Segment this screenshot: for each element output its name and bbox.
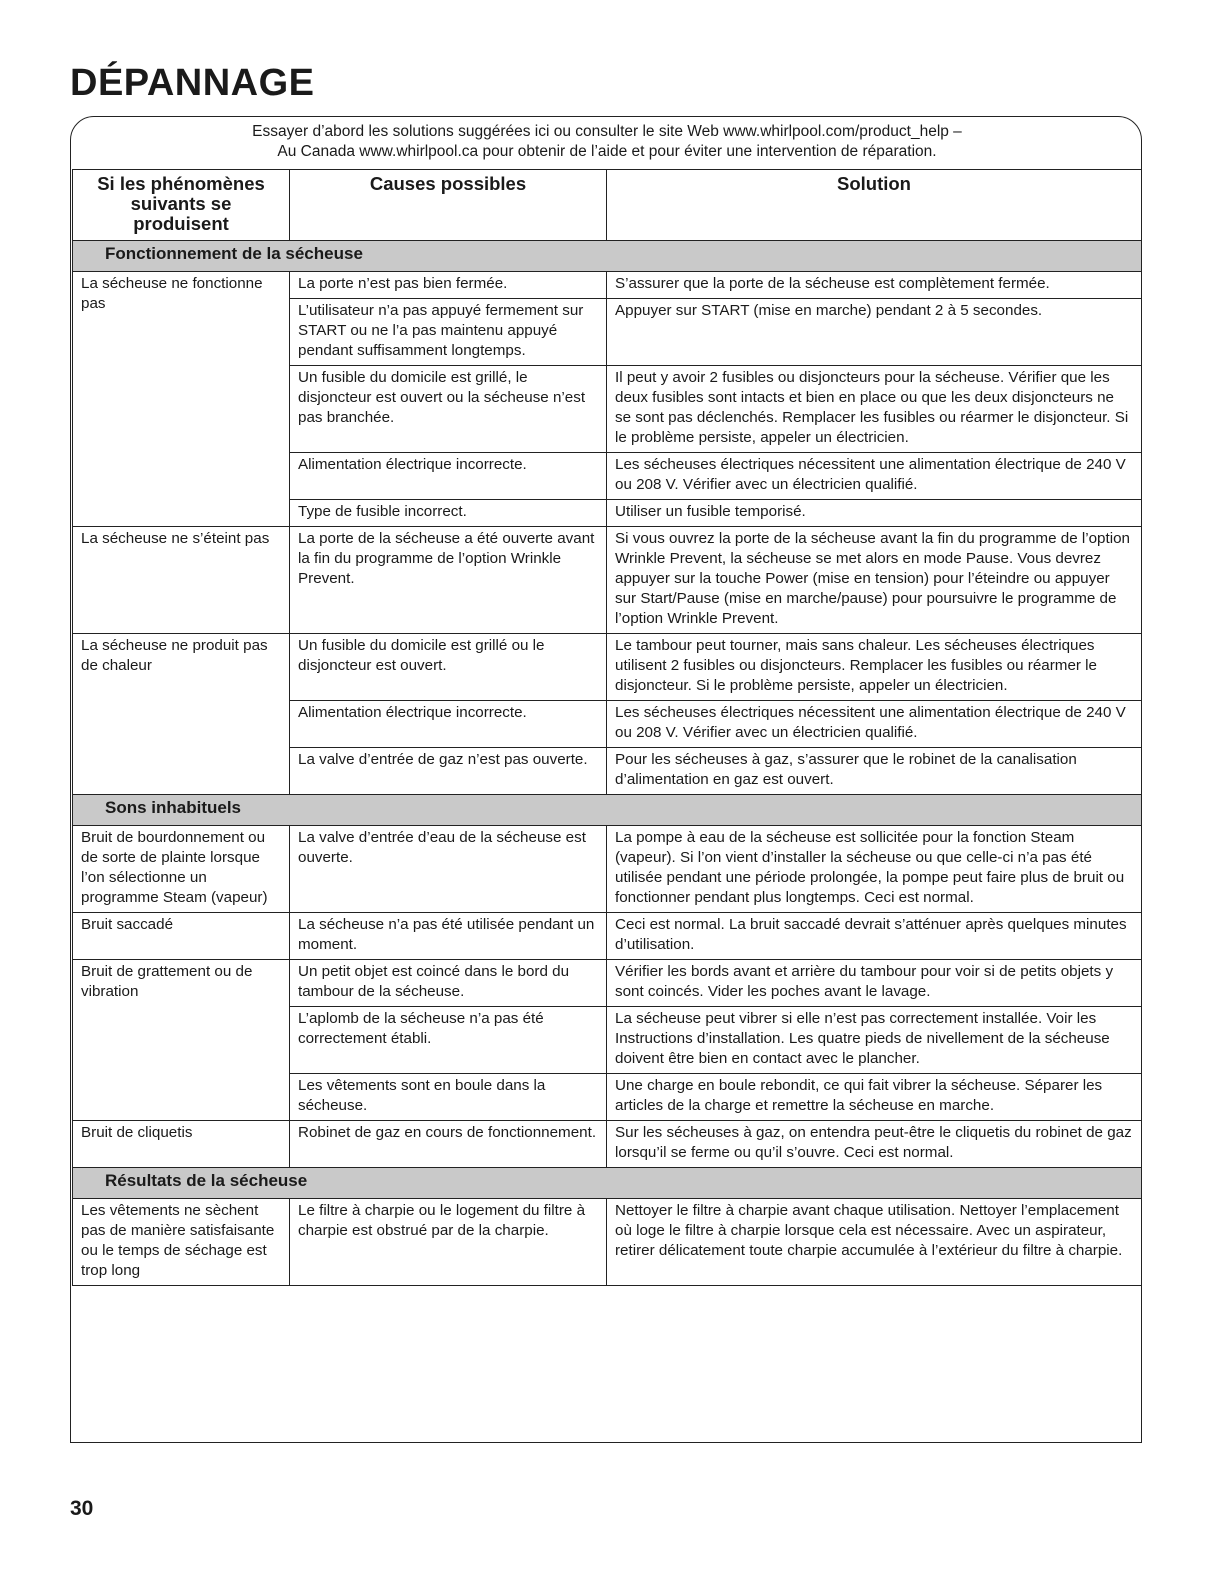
cause-cell: Type de fusible incorrect.: [290, 500, 607, 527]
page-number: 30: [70, 1497, 94, 1520]
cause-cell: La sécheuse n’a pas été utilisée pendant un moment.: [290, 913, 607, 960]
solution-cell: Les sécheuses électriques nécessitent une alimentation électrique de 240 V ou 208 V. Vérifier avec un électricien qualifié.: [607, 701, 1142, 748]
symptom-cell: Les vêtements ne sèchent pas de manière satisfaisante ou le temps de séchage est trop long: [73, 1199, 290, 1286]
header-solution: Solution: [607, 170, 1142, 241]
solution-cell: Nettoyer le filtre à charpie avant chaque utilisation. Nettoyer l’emplacement où loge le filtre à charpie lorsque cela est nécessaire. Avec un aspirateur, retirer délicatement toute charpie accumulée à l’extérieur du filtre à charpie.: [607, 1199, 1142, 1286]
table-row: [73, 272, 1142, 299]
solution-cell: Le tambour peut tourner, mais sans chaleur. Les sécheuses électriques utilisent 2 fusibles ou disjoncteurs. Remplacer les fusibles ou réarmer le disjoncteur. Si le problème persiste, appeler un électricien.: [607, 634, 1142, 701]
cause-cell: Le filtre à charpie ou le logement du filtre à charpie est obstrué par de la charpie.: [290, 1199, 607, 1286]
cause-cell: L’utilisateur n’a pas appuyé fermement sur START ou ne l’a pas maintenu appuyé pendant suffisamment longtemps.: [290, 299, 607, 366]
cause-cell: Un fusible du domicile est grillé ou le disjoncteur est ouvert.: [290, 634, 607, 701]
solution-cell: Une charge en boule rebondit, ce qui fait vibrer la sécheuse. Séparer les articles de la charge et remettre la sécheuse en marche.: [607, 1074, 1142, 1121]
solution-cell: S’assurer que la porte de la sécheuse est complètement fermée.: [607, 272, 1142, 299]
cause-cell: Robinet de gaz en cours de fonctionnement.: [290, 1121, 607, 1168]
cause-cell: Les vêtements sont en boule dans la sécheuse.: [290, 1074, 607, 1121]
cause-cell: La valve d’entrée d’eau de la sécheuse est ouverte.: [290, 826, 607, 913]
table-row: [73, 960, 1142, 1007]
section-title: Fonctionnement de la sécheuse: [73, 241, 1142, 272]
cause-cell: La porte n’est pas bien fermée.: [290, 272, 607, 299]
table-row: [73, 1199, 1142, 1286]
symptom-cell: Bruit de bourdonnement ou de sorte de plainte lorsque l’on sélectionne un programme Steam (vapeur): [73, 826, 290, 913]
cause-cell: La porte de la sécheuse a été ouverte avant la fin du programme de l’option Wrinkle Prevent.: [290, 527, 607, 634]
cause-cell: La valve d’entrée de gaz n’est pas ouverte.: [290, 748, 607, 795]
cause-cell: Alimentation électrique incorrecte.: [290, 453, 607, 500]
cause-cell: L’aplomb de la sécheuse n’a pas été correctement établi.: [290, 1007, 607, 1074]
table-row: [73, 527, 1142, 634]
symptom-cell: Bruit de grattement ou de vibration: [73, 960, 290, 1121]
table-row: [73, 913, 1142, 960]
section-header-row: [73, 241, 1142, 272]
symptom-cell: Bruit saccadé: [73, 913, 290, 960]
page-title: DÉPANNAGE: [70, 62, 315, 104]
symptom-cell: La sécheuse ne fonctionne pas: [73, 272, 290, 527]
solution-cell: Sur les sécheuses à gaz, on entendra peut-être le cliquetis du robinet de gaz lorsqu’il se ferme ou qu’il s’ouvre. Ceci est normal.: [607, 1121, 1142, 1168]
section-title: Sons inhabituels: [73, 795, 1142, 826]
solution-cell: Vérifier les bords avant et arrière du tambour pour voir si de petits objets y sont coincés. Vider les poches avant le lavage.: [607, 960, 1142, 1007]
cause-cell: Un petit objet est coincé dans le bord du tambour de la sécheuse.: [290, 960, 607, 1007]
solution-cell: La pompe à eau de la sécheuse est sollicitée pour la fonction Steam (vapeur). Si l’on vient d’installer la sécheuse ou que celle-ci n’a pas été utilisée pendant une période prolongée, la pompe peut faire plus de bruit ou fonctionner pendant plus longtemps. Ceci est normal.: [607, 826, 1142, 913]
section-header-row: [73, 795, 1142, 826]
table-row: [73, 1121, 1142, 1168]
header-causes: Causes possibles: [290, 170, 607, 241]
table-row: [73, 826, 1142, 913]
solution-cell: Pour les sécheuses à gaz, s’assurer que le robinet de la canalisation d’alimentation en gaz est ouvert.: [607, 748, 1142, 795]
troubleshooting-table: [72, 169, 1142, 1286]
solution-cell: Les sécheuses électriques nécessitent une alimentation électrique de 240 V ou 208 V. Vérifier avec un électricien qualifié.: [607, 453, 1142, 500]
table-header-row: [73, 170, 1142, 241]
intro-text: [72, 122, 1142, 162]
solution-cell: Utiliser un fusible temporisé.: [607, 500, 1142, 527]
table-row: [73, 634, 1142, 701]
solution-cell: Appuyer sur START (mise en marche) pendant 2 à 5 secondes.: [607, 299, 1142, 366]
solution-cell: Ceci est normal. La bruit saccadé devrait s’atténuer après quelques minutes d’utilisation.: [607, 913, 1142, 960]
intro-line: Au Canada www.whirlpool.ca pour obtenir de l’aide et pour éviter une intervention de réparation.: [277, 143, 937, 160]
symptom-cell: Bruit de cliquetis: [73, 1121, 290, 1168]
cause-cell: Alimentation électrique incorrecte.: [290, 701, 607, 748]
header-symptom: Si les phénomènes suivants se produisent: [73, 170, 290, 241]
section-title: Résultats de la sécheuse: [73, 1168, 1142, 1199]
symptom-cell: La sécheuse ne s’éteint pas: [73, 527, 290, 634]
section-header-row: [73, 1168, 1142, 1199]
solution-cell: Il peut y avoir 2 fusibles ou disjoncteurs pour la sécheuse. Vérifier que les deux fusibles sont intacts et bien en place ou que les deux disjoncteurs ne se sont pas déclenchés. Remplacer les fusibles ou réarmer le disjoncteur. Si le problème persiste, appeler un électricien.: [607, 366, 1142, 453]
intro-line: Essayer d’abord les solutions suggérées ici ou consulter le site Web www.whirlpool.com/product_help –: [252, 123, 962, 140]
solution-cell: La sécheuse peut vibrer si elle n’est pas correctement installée. Voir les Instructions d’installation. Les quatre pieds de nivellement de la sécheuse doivent être bien en contact avec le plancher.: [607, 1007, 1142, 1074]
symptom-cell: La sécheuse ne produit pas de chaleur: [73, 634, 290, 795]
solution-cell: Si vous ouvrez la porte de la sécheuse avant la fin du programme de l’option Wrinkle Prevent, la sécheuse se met alors en mode Pause. Vous devrez appuyer sur la touche Power (mise en tension) pour l’éteindre ou appuyer sur Start/Pause (mise en marche/pause) pour poursuivre le programme de l’option Wrinkle Prevent.: [607, 527, 1142, 634]
cause-cell: Un fusible du domicile est grillé, le disjoncteur est ouvert ou la sécheuse n’est pas branchée.: [290, 366, 607, 453]
